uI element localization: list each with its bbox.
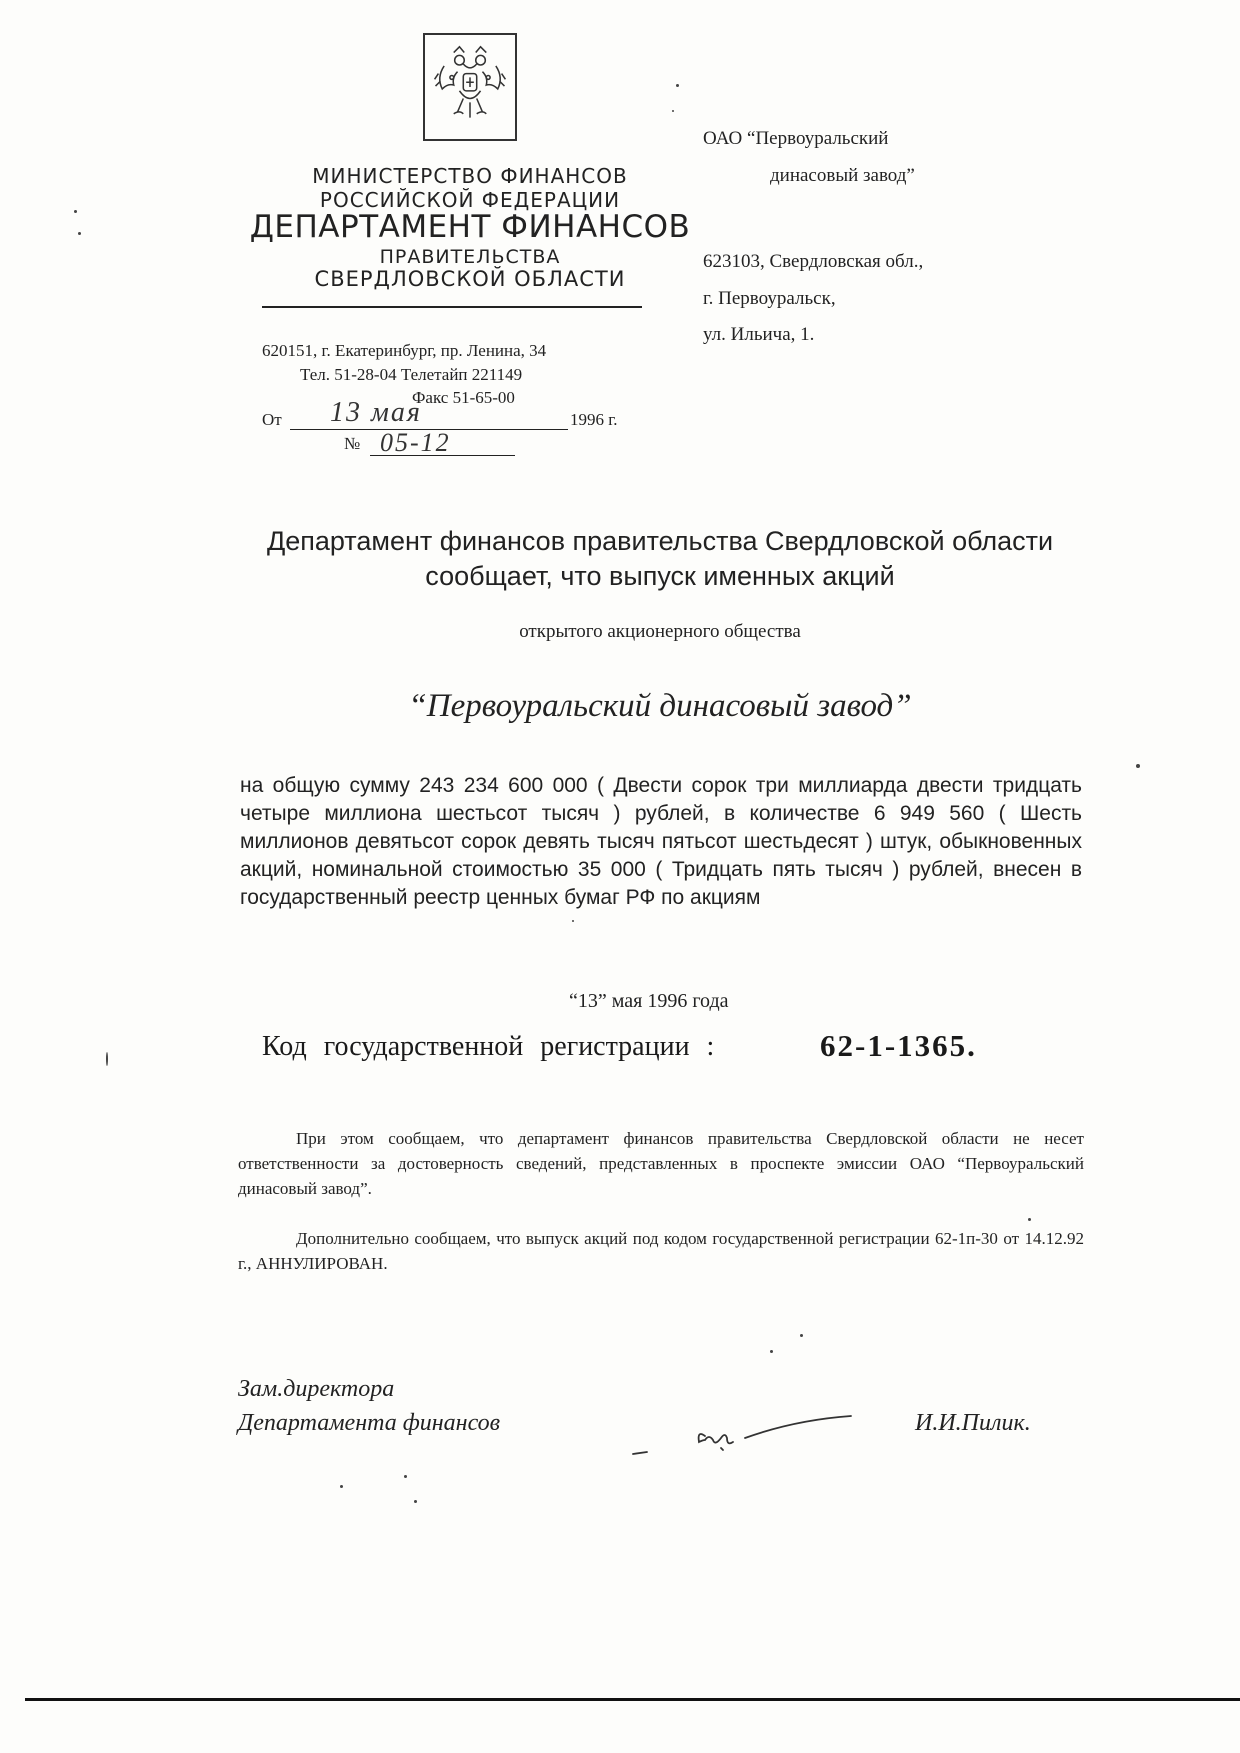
scan-speck (676, 84, 679, 87)
ministry-name-line2: РОССИЙСКОЙ ФЕДЕРАЦИИ (319, 188, 621, 212)
scan-speck (1136, 764, 1140, 768)
department-name: ДЕПАРТАМЕНТ ФИНАНСОВ (249, 209, 691, 245)
recipient-postal: 623103, Свердловская обл., (703, 251, 924, 272)
body-heading-line2: сообщает, что выпуск именных акций (425, 561, 895, 591)
number-label: № (344, 434, 361, 453)
coat-of-arms-emblem (423, 33, 517, 141)
bottom-edge-line (25, 1698, 1240, 1701)
body-heading-line1: Департамент финансов правительства Свердловской области (266, 526, 1054, 556)
handwritten-date: 13 мая (330, 397, 422, 428)
scan-speck (1028, 1218, 1031, 1221)
company-name: “Первоуральский динасовый завод” (408, 688, 912, 724)
scan-speck (106, 1052, 108, 1066)
scan-speck (78, 232, 81, 235)
annulment-note: Дополнительно сообщаем, что выпуск акций под кодом государственной регистрации 62-1п-30 от 14.12.92 г., АННУЛИРОВАН. (238, 1229, 1084, 1273)
date-label: От (262, 410, 282, 429)
sender-phone: Тел. 51-28-04 Телетайп 221149 (300, 365, 523, 384)
sender-fax: Факс 51-65-00 (412, 388, 515, 407)
government-name: ПРАВИТЕЛЬСТВА (379, 246, 561, 268)
registration-code-label: Код государственной регистрации : (262, 1031, 715, 1062)
signatory-title-line1: Зам.директора (238, 1376, 395, 1402)
scan-speck (800, 1334, 803, 1337)
scan-speck (672, 110, 674, 112)
registration-code: 62-1-1365. (820, 1028, 977, 1063)
ministry-name-line1: МИНИСТЕРСТВО ФИНАНСОВ (312, 164, 628, 188)
handwritten-number: 05-12 (380, 428, 451, 457)
body-subheading: открытого акционерного общества (519, 621, 801, 642)
date-year: 1996 г. (570, 410, 618, 429)
region-name: СВЕРДЛОВСКОЙ ОБЛАСТИ (314, 267, 626, 291)
recipient-name-line2: динасовый завод” (770, 165, 915, 186)
signatory-name: И.И.Пилик. (915, 1410, 1031, 1436)
double-headed-eagle-icon (425, 35, 515, 139)
scan-speck (404, 1475, 407, 1478)
letterhead-divider (262, 306, 642, 308)
sender-address: 620151, г. Екатеринбург, пр. Ленина, 34 (262, 341, 547, 360)
recipient-city: г. Первоуральск, (703, 288, 836, 309)
signatory-title-line2: Департамента финансов (238, 1410, 501, 1436)
recipient-name-line1: ОАО “Первоуральский (703, 128, 889, 149)
recipient-street: ул. Ильича, 1. (703, 324, 815, 345)
scan-speck (572, 920, 574, 922)
liability-note: При этом сообщаем, что департамент финансов правительства Свердловской области не несет ответственности за достоверность сведений, представленных в проспекте эмиссии ОАО “Первоуральский динасовый завод”. (238, 1129, 1084, 1198)
scan-speck (340, 1485, 343, 1488)
scan-speck (770, 1350, 773, 1353)
scan-speck (74, 210, 77, 213)
share-issue-paragraph: на общую сумму 243 234 600 000 ( Двести сорок три миллиарда двести тридцать четыре миллиона шестьсот тысяч ) рублей, в количестве 6 949 560 ( Шесть миллионов девятьсот сорок девять тысяч пятьсот шестьдесят ) штук, обыкновенных акций, номинальной стоимостью 35 000 ( Тридцать пять тысяч ) рублей, внесен в государственный реестр ценных бумаг РФ по акциям (240, 774, 1082, 909)
scan-speck (414, 1500, 417, 1503)
registration-date: “13” мая 1996 года (569, 990, 729, 1012)
handwritten-signature (625, 1410, 855, 1460)
